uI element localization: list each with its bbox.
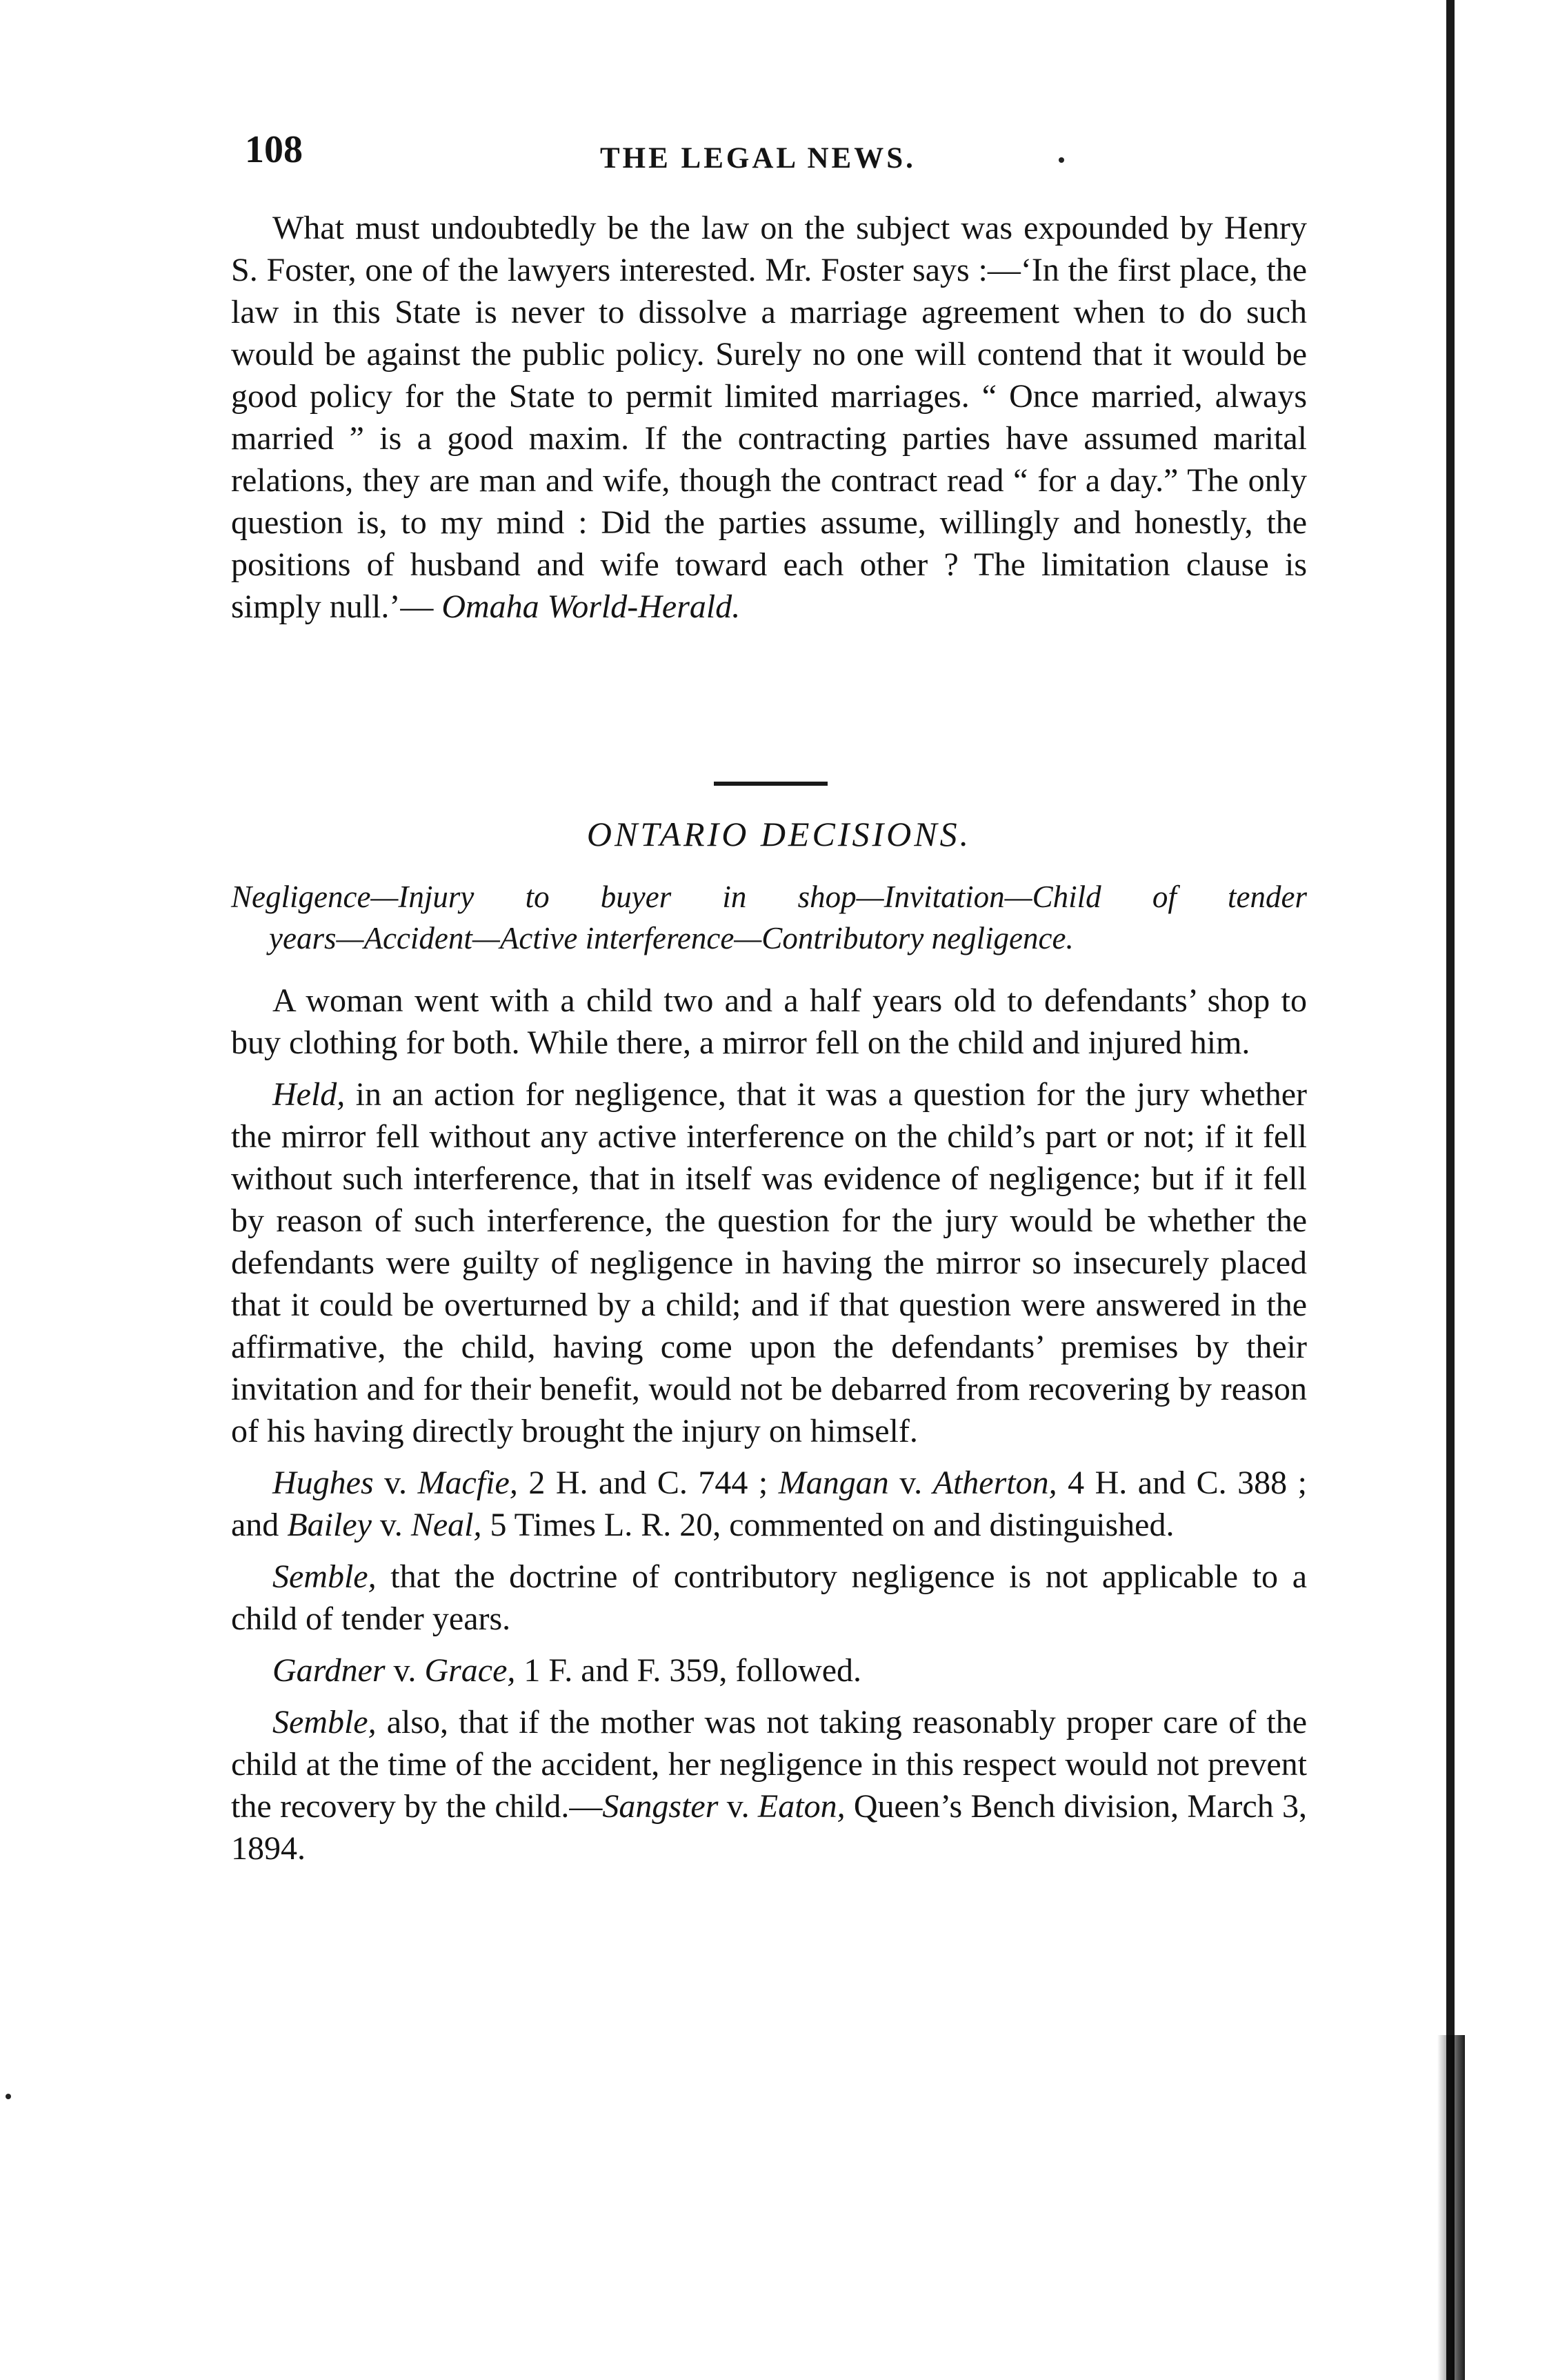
citation-grace: Grace, xyxy=(424,1652,516,1689)
case-citations xyxy=(231,1462,1307,1546)
headnote-line-2: years—Accident—Active interference—Contributory negligence. xyxy=(269,921,1074,955)
citation-ref-3: 5 Times L. R. 20, commented on and distinguished. xyxy=(481,1507,1175,1543)
gardner-ref: 1 F. and F. 359, followed. xyxy=(515,1652,862,1689)
citation-ref-2: 4 H. and C. 388 ; and xyxy=(231,1465,1307,1543)
article-one-source: Omaha World-Herald. xyxy=(441,588,741,625)
citation-neal: Neal, xyxy=(410,1507,482,1543)
section-divider xyxy=(714,782,828,786)
citation-atherton: Atherton, xyxy=(932,1465,1057,1501)
semble-two xyxy=(231,1701,1307,1870)
section-title: ONTARIO DECISIONS. xyxy=(586,815,972,853)
citation-versus: v. xyxy=(371,1507,411,1543)
citation-mangan: Mangan xyxy=(778,1465,889,1501)
citation-gardner: Gardner xyxy=(272,1652,386,1689)
running-head: THE LEGAL NEWS. xyxy=(600,142,916,175)
semble-one-label: Semble, xyxy=(272,1558,377,1595)
citation-bailey: Bailey xyxy=(287,1507,372,1543)
citation-hughes: Hughes xyxy=(272,1465,374,1501)
citation-versus: v. xyxy=(718,1788,758,1825)
page-spine-edge xyxy=(1446,0,1455,2380)
held-text: in an action for negligence, that it was a question for the jury whether the mirror fell without any active interference on the child’s part or not; if it fell without such interference, that in itself was evidence of negligence; but if it fell by reason of such interference, the question for the jury would be whether the defendants were guilty of negligence in having the mirror so insecurely placed that it could be overturned by a child; and if that question were answered in the affirmative, the child, having come upon the defendants’ premises by their invitation and for their benefit, would not be debarred from recovering by reason of his having directly brought the injury on himself. xyxy=(231,1076,1307,1449)
held-label: Held, xyxy=(272,1076,346,1113)
semble-one-text: that the doctrine of contributory negligence is not applicable to a child of tender years. xyxy=(231,1558,1307,1637)
scan-speck xyxy=(1059,157,1064,163)
case-held xyxy=(231,1073,1307,1452)
semble-one xyxy=(231,1556,1307,1640)
final-reference: Queen’s Bench division, March 3, 1894. xyxy=(231,1788,1307,1867)
citation-sangster: Sangster xyxy=(602,1788,719,1825)
article-one-text: What must undoubtedly be the law on the subject was expounded by Henry S. Foster, one of the lawyers interested. Mr. Foster says :—‘In the first place, the law in this State is never to dissolve a marriage agreement when to do such would be against the public policy. Surely no one will contend that it would be good policy for the State to permit limited marriages. “ Once married, always married ” is a good maxim. If the contracting parties have assumed marital relations, they are man and wife, though the contract read “ for a day.” The only question is, to my mind : Did the parties assume, willingly and honestly, the positions of husband and wife toward each other ? The limitation clause is simply null.’— xyxy=(231,210,1307,625)
semble-two-label: Semble, xyxy=(272,1704,377,1741)
scan-speck xyxy=(6,2094,11,2099)
gardner-citation xyxy=(231,1649,1307,1692)
page-number: 108 xyxy=(245,128,303,171)
article-one-paragraph xyxy=(231,207,1307,628)
headnote-line-1: Negligence—Injury to buyer in shop—Invitation—Child of tender xyxy=(231,880,1307,914)
citation-eaton: Eaton, xyxy=(757,1788,846,1825)
citation-versus: v. xyxy=(373,1465,418,1501)
citation-versus: v. xyxy=(888,1465,933,1501)
article-one xyxy=(231,207,1307,637)
case-headnote xyxy=(231,876,1307,959)
citation-macfie: Macfie, xyxy=(417,1465,518,1501)
citation-ref-1: 2 H. and C. 744 ; xyxy=(517,1465,779,1501)
citation-versus: v. xyxy=(385,1652,425,1689)
case-facts: A woman went with a child two and a half years old to defendants’ shop to buy clothing for both. While there, a mirror fell on the child and injured him. xyxy=(231,982,1307,1061)
semble-two-text: also, that if the mother was not taking reasonably proper care of the child at the time of the accident, her negligence in this respect would not prevent the recovery by the child.— xyxy=(231,1704,1307,1825)
page-spine-shadow xyxy=(1437,2035,1465,2380)
case-report xyxy=(231,980,1307,1879)
